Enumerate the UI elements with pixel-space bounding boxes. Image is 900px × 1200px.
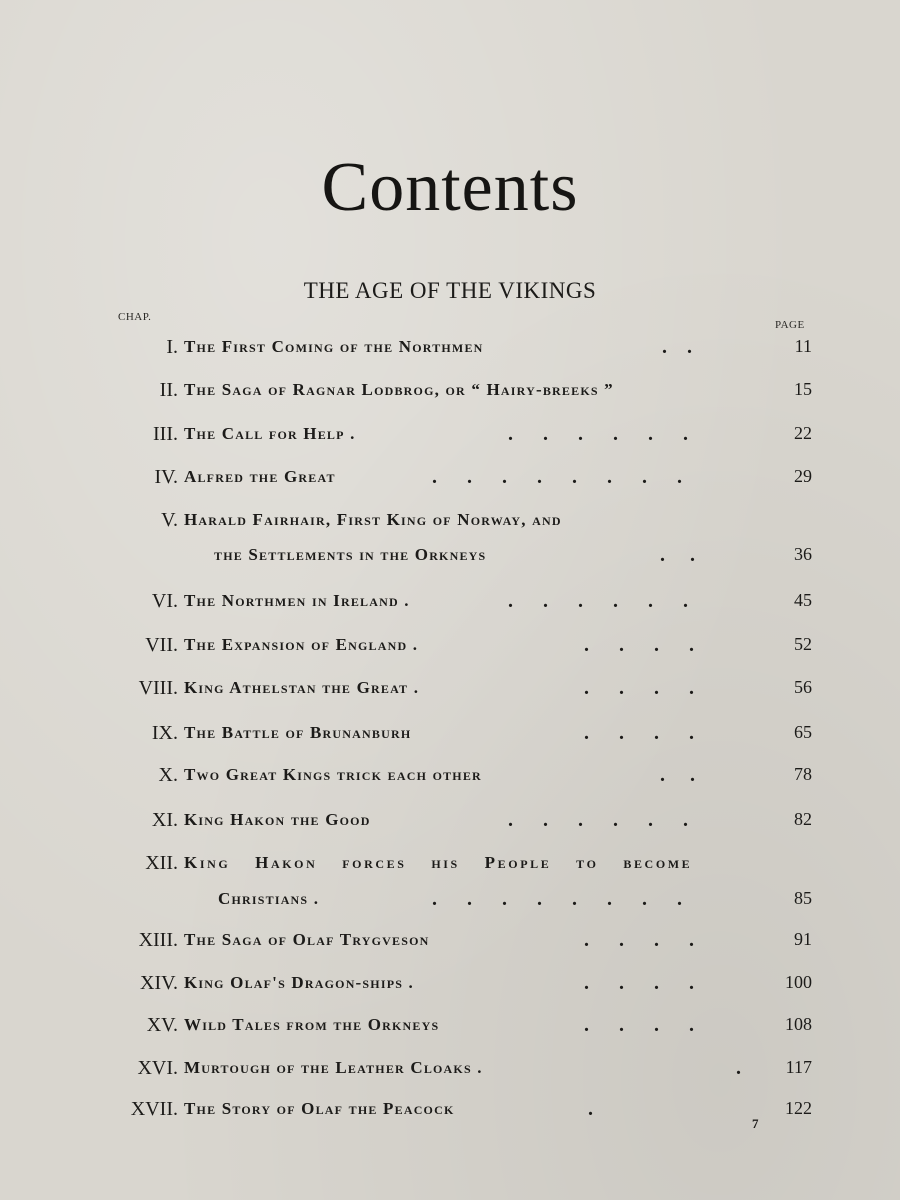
chapter-title: The Saga of Olaf Trygveson bbox=[184, 930, 430, 949]
chapter-page: 78 bbox=[794, 764, 812, 784]
chapter-title: King Hakon forces his People to become bbox=[184, 853, 693, 872]
section-title: THE AGE OF THE VIKINGS bbox=[303, 278, 597, 303]
chapter-number: V. bbox=[161, 509, 178, 531]
dot-leader: . . . . . . bbox=[508, 423, 688, 445]
dot-leader: . . bbox=[660, 544, 695, 566]
chapter-number: XIII. bbox=[138, 929, 178, 951]
chapter-page: 56 bbox=[794, 677, 812, 697]
chapter-page: 52 bbox=[794, 634, 812, 654]
dot-leader: . . . . . . . . bbox=[432, 888, 682, 910]
chapter-title: King Hakon the Good bbox=[184, 810, 371, 829]
toc-entry bbox=[0, 764, 900, 794]
toc-entry bbox=[0, 809, 900, 839]
toc-entry bbox=[0, 423, 900, 453]
page-folio-number: 7 bbox=[752, 1116, 759, 1131]
dot-leader: . . . . . . . . bbox=[432, 466, 682, 488]
chapter-page: 65 bbox=[794, 722, 812, 742]
chapter-number: IX. bbox=[151, 722, 178, 744]
chapter-title: The Northmen in Ireland . bbox=[184, 591, 410, 610]
dot-leader: . . . . bbox=[584, 929, 694, 951]
chapter-page: 108 bbox=[785, 1014, 812, 1034]
dot-leader: . . . . . . bbox=[508, 809, 688, 831]
toc-entry bbox=[0, 590, 900, 620]
chapter-title: Harald Fairhair, First King of Norway, and bbox=[184, 510, 562, 529]
toc-entry bbox=[0, 677, 900, 707]
chapter-title-continuation: Christians . bbox=[218, 889, 320, 908]
chapter-page: 11 bbox=[794, 336, 812, 356]
chapter-title: Murtough of the Leather Cloaks . bbox=[184, 1058, 483, 1077]
chapter-title-continuation: the Settlements in the Orkneys bbox=[214, 545, 487, 564]
dot-leader: . . . . bbox=[584, 677, 694, 699]
chapter-number: VII. bbox=[145, 634, 178, 656]
chapter-number: XV. bbox=[146, 1014, 178, 1036]
chapter-page: 100 bbox=[785, 972, 812, 992]
chapter-title: The Battle of Brunanburh bbox=[184, 723, 412, 742]
dot-leader: . . . . . . bbox=[508, 590, 688, 612]
dot-leader: . . bbox=[660, 764, 695, 786]
dot-leader: . . . . bbox=[584, 972, 694, 994]
dot-leader: . . bbox=[662, 336, 692, 358]
chapter-number: VI. bbox=[151, 590, 178, 612]
chapter-title: Two Great Kings trick each other bbox=[184, 765, 482, 784]
chapter-page: 36 bbox=[794, 544, 812, 564]
chapter-number: VIII. bbox=[138, 677, 178, 699]
chapter-page: 29 bbox=[794, 466, 812, 486]
chapter-page: 85 bbox=[794, 888, 812, 908]
chapter-title: The First Coming of the Northmen bbox=[184, 337, 484, 356]
chapter-page: 15 bbox=[794, 379, 812, 399]
chapter-page: 22 bbox=[794, 423, 812, 443]
chapter-title: The Saga of Ragnar Lodbrog, or “ Hairy-breeks ” bbox=[184, 380, 614, 399]
toc-entry bbox=[0, 852, 900, 882]
chapter-title: Alfred the Great bbox=[184, 467, 336, 486]
dot-leader: . . . . bbox=[584, 722, 694, 744]
chapter-number: III. bbox=[153, 423, 178, 445]
chapter-title: The Story of Olaf the Peacock bbox=[184, 1099, 455, 1118]
chapter-number: I. bbox=[166, 336, 178, 358]
chapter-title: The Call for Help . bbox=[184, 424, 356, 443]
chapter-page: 91 bbox=[794, 929, 812, 949]
chapter-number: XVII. bbox=[130, 1098, 178, 1120]
dot-leader: . bbox=[736, 1057, 741, 1079]
toc-entry bbox=[0, 972, 900, 1002]
dot-leader: . . . . bbox=[584, 634, 694, 656]
chapter-number: XIV. bbox=[140, 972, 178, 994]
toc-entry bbox=[0, 722, 900, 752]
chapter-number: X. bbox=[158, 764, 178, 786]
toc-entry bbox=[0, 634, 900, 664]
chapter-page: 122 bbox=[785, 1098, 812, 1118]
toc-entry-continuation bbox=[0, 544, 900, 574]
dot-leader: . . . . bbox=[584, 1014, 694, 1036]
toc-entry bbox=[0, 336, 900, 366]
dot-leader: . bbox=[588, 1098, 593, 1120]
chapter-number: II. bbox=[159, 379, 178, 401]
chapter-number: XI. bbox=[151, 809, 178, 831]
chapter-page: 117 bbox=[785, 1057, 812, 1077]
page-column-label: PAGE bbox=[775, 319, 805, 331]
page-title: Contents bbox=[321, 149, 579, 226]
chapter-title: Wild Tales from the Orkneys bbox=[184, 1015, 440, 1034]
toc-entry-continuation bbox=[0, 888, 900, 918]
toc-entry bbox=[0, 509, 900, 539]
toc-entry bbox=[0, 1014, 900, 1044]
chapter-page: 45 bbox=[794, 590, 812, 610]
chapter-title: The Expansion of England . bbox=[184, 635, 419, 654]
chapter-number: IV. bbox=[154, 466, 178, 488]
chapter-number: XVI. bbox=[137, 1057, 178, 1079]
chapter-number: XII. bbox=[145, 852, 178, 874]
toc-entry bbox=[0, 379, 900, 409]
chapter-title: King Athelstan the Great . bbox=[184, 678, 420, 697]
toc-entry bbox=[0, 929, 900, 959]
chapter-title: King Olaf's Dragon-ships . bbox=[184, 973, 414, 992]
chapter-page: 82 bbox=[794, 809, 812, 829]
toc-entry bbox=[0, 1098, 900, 1128]
chap-column-label: CHAP. bbox=[118, 311, 152, 323]
toc-entry bbox=[0, 1057, 900, 1087]
toc-entry bbox=[0, 466, 900, 496]
